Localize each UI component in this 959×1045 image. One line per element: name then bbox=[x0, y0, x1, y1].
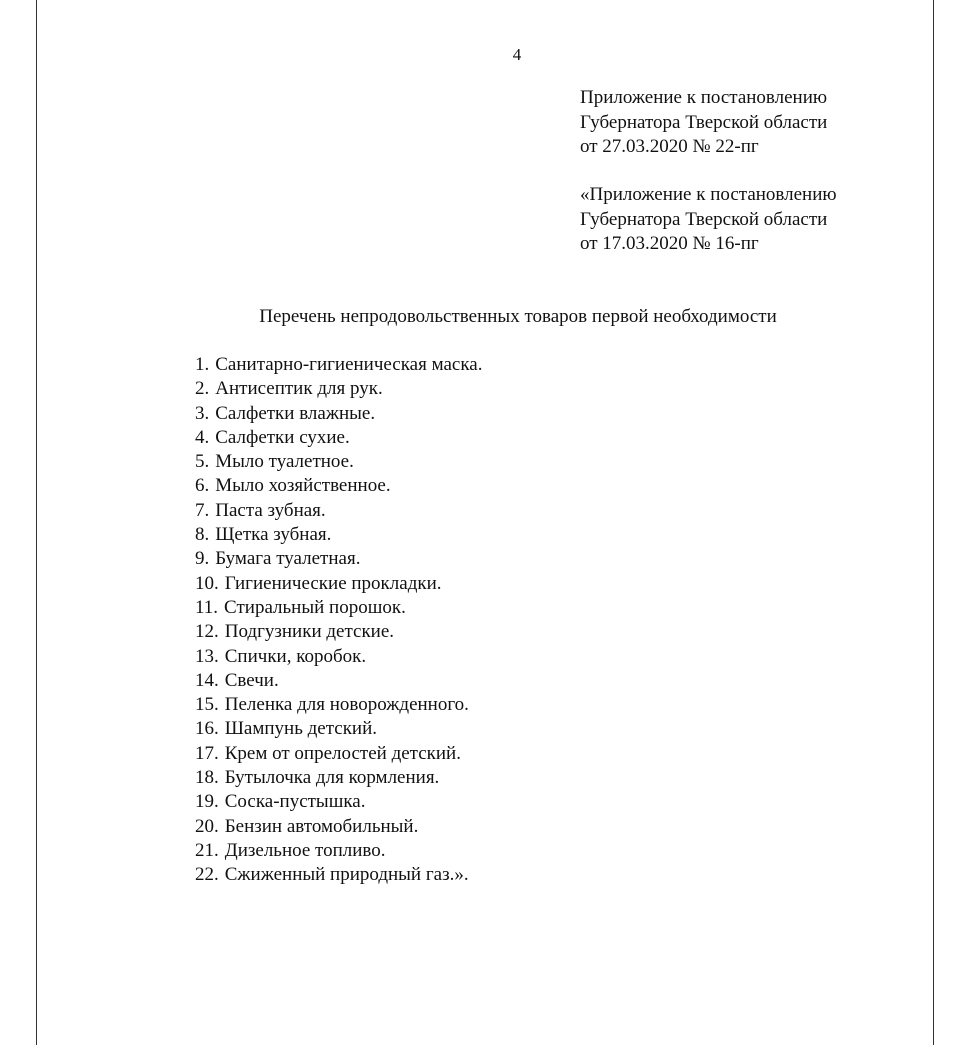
list-item-text: Бутылочка для кормления. bbox=[224, 767, 440, 789]
list-item-text: Шампунь детский. bbox=[224, 718, 378, 740]
list-item bbox=[195, 450, 483, 474]
list-item bbox=[195, 815, 483, 839]
list-item-number: 16. bbox=[195, 718, 219, 740]
list-item-number: 11. bbox=[195, 596, 219, 618]
list-item bbox=[195, 499, 483, 523]
list-item-number: 6. bbox=[195, 475, 210, 497]
document-title: Перечень непродовольственных товаров первой необходимости bbox=[259, 306, 777, 327]
list-item-text: Сжиженный природный газ.». bbox=[224, 864, 469, 886]
list-item bbox=[195, 790, 483, 814]
list-item-text: Соска-пустышка. bbox=[224, 791, 366, 813]
list-item-number: 8. bbox=[195, 524, 210, 546]
list-item-number: 20. bbox=[195, 815, 219, 837]
list-item-number: 18. bbox=[195, 767, 219, 789]
list-item bbox=[195, 742, 483, 766]
list-item-number: 10. bbox=[195, 572, 219, 594]
list-item bbox=[195, 766, 483, 790]
list-item bbox=[195, 572, 483, 596]
list-item-number: 4. bbox=[195, 426, 210, 448]
appendix-current-line-3: от 27.03.2020 № 22-пг bbox=[580, 136, 759, 157]
list-item bbox=[195, 620, 483, 644]
list-item-text: Салфетки влажные. bbox=[215, 402, 376, 424]
list-item bbox=[195, 863, 483, 887]
list-item bbox=[195, 669, 483, 693]
list-item bbox=[195, 426, 483, 450]
list-item bbox=[195, 596, 483, 620]
list-item-text: Салфетки сухие. bbox=[215, 426, 350, 448]
list-item-text: Свечи. bbox=[224, 669, 279, 691]
list-item-text: Щетка зубная. bbox=[215, 524, 332, 546]
list-item-number: 14. bbox=[195, 669, 219, 691]
list-item-number: 3. bbox=[195, 402, 210, 424]
appendix-previous-block bbox=[580, 183, 910, 257]
list-item bbox=[195, 717, 483, 741]
list-item bbox=[195, 353, 483, 377]
appendix-current-line-1: Приложение к постановлению bbox=[580, 87, 828, 108]
list-item-number: 22. bbox=[195, 864, 219, 886]
appendix-previous-line-3: от 17.03.2020 № 16-пг bbox=[580, 233, 759, 254]
page-number: 4 bbox=[512, 45, 522, 64]
list-item-text: Спички, коробок. bbox=[224, 645, 367, 667]
list-item bbox=[195, 377, 483, 401]
list-item bbox=[195, 474, 483, 498]
list-item-text: Бензин автомобильный. bbox=[224, 815, 419, 837]
list-item-text: Мыло хозяйственное. bbox=[215, 475, 391, 497]
list-item-number: 15. bbox=[195, 694, 219, 716]
page-border-right bbox=[933, 0, 934, 1045]
list-item-number: 17. bbox=[195, 742, 219, 764]
appendix-current-block bbox=[580, 86, 910, 160]
list-item-number: 21. bbox=[195, 839, 219, 861]
list-item-text: Паста зубная. bbox=[215, 499, 326, 521]
list-item bbox=[195, 523, 483, 547]
list-item-number: 1. bbox=[195, 354, 210, 375]
list-item-number: 7. bbox=[195, 499, 210, 521]
list-item-text: Гигиенические прокладки. bbox=[224, 572, 442, 594]
list-item bbox=[195, 693, 483, 717]
list-item-text: Стиральный порошок. bbox=[224, 596, 406, 618]
list-item-number: 13. bbox=[195, 645, 219, 667]
list-item-text: Санитарно-гигиеническая маска. bbox=[215, 354, 483, 375]
list-item bbox=[195, 839, 483, 863]
list-item bbox=[195, 645, 483, 669]
appendix-current-line-2: Губернатора Тверской области bbox=[580, 111, 828, 133]
list-item bbox=[195, 402, 483, 426]
list-item-number: 2. bbox=[195, 378, 210, 400]
list-item-number: 9. bbox=[195, 548, 210, 570]
appendix-previous-line-2: Губернатора Тверской области bbox=[580, 208, 828, 230]
page-border-left bbox=[36, 0, 37, 1045]
list-item-text: Подгузники детские. bbox=[224, 621, 395, 643]
list-item-number: 12. bbox=[195, 621, 219, 643]
list-item-text: Пеленка для новорожденного. bbox=[224, 694, 469, 716]
list-item-text: Бумага туалетная. bbox=[215, 548, 361, 570]
list-item-text: Крем от опрелостей детский. bbox=[224, 742, 461, 764]
list-item bbox=[195, 547, 483, 571]
list-item-text: Мыло туалетное. bbox=[215, 451, 354, 473]
list-item-number: 19. bbox=[195, 791, 219, 813]
list-item-number: 5. bbox=[195, 451, 210, 473]
list-item-text: Дизельное топливо. bbox=[224, 839, 386, 861]
list-item-text: Антисептик для рук. bbox=[215, 378, 383, 400]
goods-list bbox=[195, 353, 483, 888]
appendix-previous-line-1: «Приложение к постановлению bbox=[580, 184, 837, 205]
